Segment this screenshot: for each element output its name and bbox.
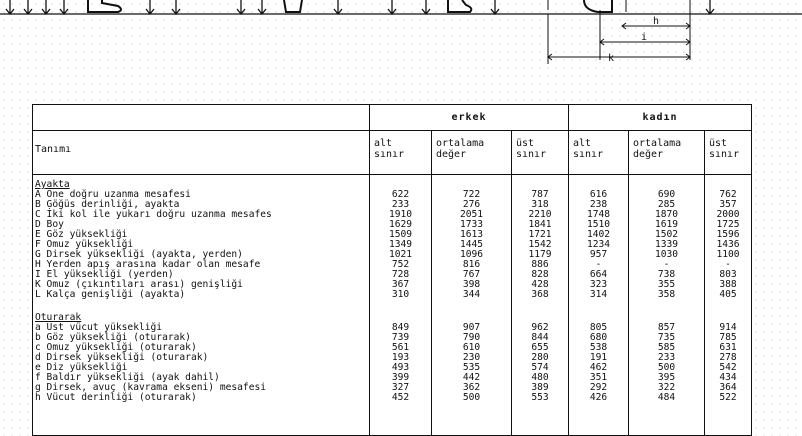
table-row-label: K Omuz (çıkıntıları arası) genişliği <box>35 279 243 290</box>
table-cell-value: 285 <box>657 199 676 210</box>
table-cell-value: 1613 <box>459 229 484 240</box>
table-cell-value: 690 <box>657 189 676 200</box>
table-cell-value: 844 <box>531 332 549 343</box>
table-cell-value: 803 <box>719 269 737 280</box>
table-cell-value: 442 <box>462 372 481 383</box>
table-row-label: e Diz yüksekliği <box>35 362 128 373</box>
table-cell-value: 1021 <box>388 249 413 260</box>
table-cell-value: 230 <box>462 352 481 363</box>
table-cell-value: 278 <box>719 352 737 363</box>
table-cell-value: 344 <box>462 289 481 300</box>
table-cell-value: 399 <box>391 372 410 383</box>
female-low-column <box>568 175 628 435</box>
anthropometry-diagram <box>0 0 802 75</box>
table-cell-value: 561 <box>391 342 410 353</box>
table-cell-value: 1910 <box>388 209 413 220</box>
table-cell-value: 1349 <box>388 239 413 250</box>
table-cell-value: 767 <box>462 269 481 280</box>
table-cell-value: 2051 <box>459 209 484 220</box>
table-cell-value: 1339 <box>654 239 679 250</box>
table-cell-value: 2210 <box>528 209 552 220</box>
table-cell-value: 1619 <box>654 219 679 230</box>
table-cell-value: 752 <box>391 259 410 270</box>
table-row-label: F Omuz yüksekliği <box>35 239 134 250</box>
table-cell-value: 538 <box>589 342 608 353</box>
table-cell-value: 276 <box>462 199 481 210</box>
table-cell-value: 1542 <box>528 239 552 250</box>
section-gap <box>705 300 751 313</box>
table-row-label: c Omuz yüksekliği (oturarak) <box>35 342 197 353</box>
table-cell-value: 542 <box>719 362 737 373</box>
table-cell-value: 1445 <box>459 239 484 250</box>
table-cell-value: 1096 <box>459 249 484 260</box>
table-cell-value: 722 <box>462 189 481 200</box>
table-cell-value: 610 <box>462 342 481 353</box>
table-cell-value: 1725 <box>716 219 740 230</box>
table-cell-value: 280 <box>531 352 549 363</box>
table-cell-value: 655 <box>531 342 549 353</box>
table-row-label: B Göğüs derinliği, ayakta <box>35 199 180 210</box>
dim-label-h: h <box>653 16 660 27</box>
table-cell-value: 787 <box>531 189 549 200</box>
male-mean-column <box>431 175 511 435</box>
table-cell-value: 1402 <box>586 229 611 240</box>
table-cell-value: 790 <box>462 332 481 343</box>
table-cell-value: - <box>725 259 731 270</box>
table-cell-value: 2000 <box>716 209 740 220</box>
table-cell-value: 1509 <box>388 229 413 240</box>
section-title: Oturarak <box>35 312 82 323</box>
column-header-female-high: üst sınır <box>704 131 751 174</box>
table-cell-value: 664 <box>589 269 608 280</box>
male-high-column <box>511 175 568 435</box>
female-mean-column <box>628 175 704 435</box>
table-cell-value: 553 <box>531 392 549 403</box>
column-header-female-mean: ortalama değer <box>628 131 704 174</box>
table-cell-value: 1502 <box>654 229 679 240</box>
table-cell-value: 318 <box>531 199 549 210</box>
group-header-female: kadın <box>568 105 751 130</box>
table-cell-value: 310 <box>391 289 410 300</box>
table-cell-value: 357 <box>719 199 737 210</box>
column-header-female-low: alt sınır <box>568 131 628 174</box>
table-cell-value: 1100 <box>716 249 740 260</box>
column-header-description: Tanımı <box>35 144 72 155</box>
table-cell-value: 388 <box>719 279 737 290</box>
section-gap <box>432 300 511 313</box>
table-cell-value: 1748 <box>586 209 611 220</box>
section-gap <box>569 300 628 313</box>
table-cell-value: 857 <box>657 322 676 333</box>
group-header-empty <box>33 105 369 130</box>
table-cell-value: 849 <box>391 322 410 333</box>
table-cell-value: 500 <box>657 362 676 373</box>
table-cell-value: 484 <box>657 392 676 403</box>
column-header-male-high: üst sınır <box>511 131 568 174</box>
table-row-label: D Boy <box>35 219 64 230</box>
table-cell-value: 367 <box>391 279 410 290</box>
table-row-label: G Dirsek yüksekliği (ayakta, yerden) <box>35 249 243 260</box>
table-row-label: b Göz yüksekliği (oturarak) <box>35 332 191 343</box>
table-cell-value: 428 <box>531 279 549 290</box>
table-cell-value: 434 <box>719 372 737 383</box>
table-cell-value: 191 <box>589 352 608 363</box>
table-cell-value: 368 <box>531 289 549 300</box>
table-cell-value: 805 <box>589 322 608 333</box>
table-cell-value: 1733 <box>459 219 484 230</box>
section-gap <box>370 300 431 313</box>
description-column <box>33 175 369 435</box>
table-row-label: C İki kol ile yukarı doğru uzanma mesafes <box>35 209 272 220</box>
table-cell-value: 1841 <box>528 219 552 230</box>
table-row-label: d Dirsek yüksekliği (oturarak) <box>35 352 209 363</box>
table-cell-value: 1629 <box>388 219 413 230</box>
table-cell-value: 762 <box>719 189 737 200</box>
table-cell-value: 322 <box>657 382 676 393</box>
table-cell-value: 193 <box>391 352 410 363</box>
column-header-male-low: alt sınır <box>369 131 431 174</box>
table-row-label: A Öne doğru uzanma mesafesi <box>35 189 191 200</box>
table-cell-value: 535 <box>462 362 481 373</box>
table-cell-value: 500 <box>462 392 481 403</box>
table-cell-value: 735 <box>657 332 676 343</box>
table-cell-value: 493 <box>391 362 410 373</box>
table-cell-value: 233 <box>657 352 676 363</box>
table-cell-value: 358 <box>657 289 676 300</box>
table-cell-value: 585 <box>657 342 676 353</box>
table-cell-value: 355 <box>657 279 676 290</box>
table-cell-value: 574 <box>531 362 549 373</box>
table-cell-value: 462 <box>589 362 608 373</box>
measurements-table <box>32 104 752 436</box>
foot-silhouettes <box>88 0 612 12</box>
table-cell-value: 398 <box>462 279 481 290</box>
group-header-row <box>33 105 751 131</box>
column-header-row <box>33 131 751 175</box>
table-cell-value: 327 <box>391 382 410 393</box>
section-gap <box>35 300 369 313</box>
table-cell-value: 886 <box>531 259 549 270</box>
table-row-label: H Yerden apış arasına kadar olan mesafe <box>35 259 261 270</box>
section-title: Ayakta <box>35 179 70 190</box>
table-cell-value: 452 <box>391 392 410 403</box>
table-row-label: E Göz yüksekliği <box>35 229 128 240</box>
dimension-lines <box>548 0 690 64</box>
table-cell-value: 785 <box>719 332 737 343</box>
table-cell-value: 1234 <box>586 239 611 250</box>
table-cell-value: 631 <box>719 342 737 353</box>
table-cell-value: 739 <box>391 332 410 343</box>
column-header-male-mean: ortalama değer <box>431 131 511 174</box>
table-row-label: g Dirsek, avuç (kavrama ekseni) mesafesi <box>35 382 267 393</box>
table-cell-value: 738 <box>657 269 676 280</box>
table-cell-value: 1870 <box>654 209 679 220</box>
table-row-label: I El yüksekliği (yerden) <box>35 269 174 280</box>
table-row-label: h Vücut derinliği (oturarak) <box>35 392 197 403</box>
table-cell-value: 314 <box>589 289 608 300</box>
table-cell-value: 957 <box>589 249 608 260</box>
table-cell-value: 480 <box>531 372 549 383</box>
table-cell-value: 622 <box>391 189 410 200</box>
table-cell-value: 364 <box>719 382 737 393</box>
table-cell-value: 728 <box>391 269 410 280</box>
table-cell-value: 1596 <box>716 229 740 240</box>
section-gap <box>512 300 568 313</box>
male-low-column <box>369 175 431 435</box>
female-high-column <box>704 175 751 435</box>
table-cell-value: 1030 <box>654 249 679 260</box>
table-cell-value: 233 <box>391 199 410 210</box>
table-cell-value: 351 <box>589 372 608 383</box>
table-cell-value: 405 <box>719 289 737 300</box>
table-cell-value: 426 <box>589 392 608 403</box>
table-cell-value: 1179 <box>528 249 552 260</box>
table-cell-value: 1436 <box>716 239 740 250</box>
table-cell-value: 616 <box>589 189 608 200</box>
table-cell-value: 914 <box>719 322 737 333</box>
table-cell-value: 680 <box>589 332 608 343</box>
dim-label-i: i <box>641 32 648 43</box>
dim-label-k: k <box>608 53 615 64</box>
table-body <box>33 175 751 435</box>
table-cell-value: 389 <box>531 382 549 393</box>
table-row-label: L Kalça genişliği (ayakta) <box>35 289 186 300</box>
table-row-label: a Üst vücut yüksekliği <box>35 322 163 333</box>
group-header-male: erkek <box>369 105 568 130</box>
table-cell-value: 816 <box>462 259 481 270</box>
table-cell-value: 1510 <box>586 219 611 230</box>
table-row-label: f Baldır yüksekliği (ayak dahil) <box>35 372 220 383</box>
table-cell-value: 828 <box>531 269 549 280</box>
table-cell-value: 907 <box>462 322 481 333</box>
table-cell-value: 292 <box>589 382 608 393</box>
section-gap <box>629 300 704 313</box>
table-cell-value: 522 <box>719 392 737 403</box>
table-cell-value: 395 <box>657 372 676 383</box>
table-cell-value: - <box>595 259 602 270</box>
table-cell-value: 323 <box>589 279 608 290</box>
table-cell-value: 362 <box>462 382 481 393</box>
table-cell-value: 238 <box>589 199 608 210</box>
table-cell-value: 962 <box>531 322 549 333</box>
table-cell-value: 1721 <box>528 229 552 240</box>
table-cell-value: - <box>663 259 670 270</box>
